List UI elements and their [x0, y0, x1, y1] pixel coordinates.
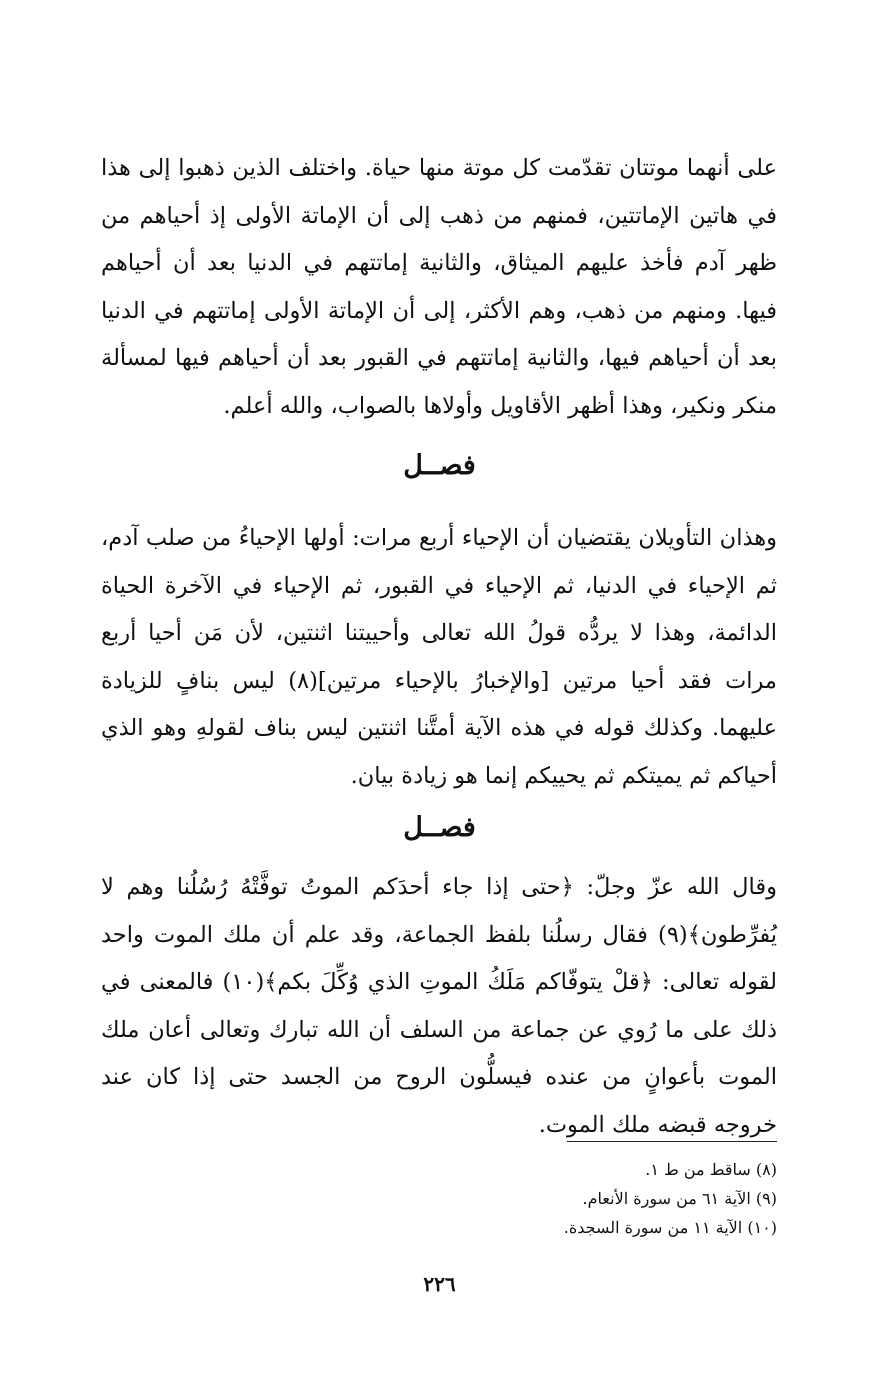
paragraph-3: وقال الله عزّ وجلّ: ﴿حتى إذا جاء أحدَكم الموتُ توفَّتْهُ رُسُلُنا وهم لا يُفرِّطون﴾(٩) فقال رسلُنا بلفظ الجماعة، وقد علم أن ملك الموت واحد لقوله تعالى: ﴿قلْ يتوفّاكم مَلَكُ الموتِ الذي وُكِّلَ بكم﴾(١٠) فالمعنى في ذلك على ما رُوي عن جماعة من السلف أن الله تبارك وتعالى أعان ملك الموت بأعوانٍ من عنده فيسلُّون الروح من الجسد حتى إذا كان عند خروجه قبضه ملك الموت.	[101, 874, 778, 1138]
section-heading-2: فصــل	[403, 812, 476, 843]
footnotes-list	[101, 1155, 777, 1242]
footnote-9: (٩) الآية ٦١ من سورة الأنعام.	[582, 1189, 777, 1208]
section-heading-1: فصــل	[403, 450, 476, 481]
paragraph-1: على أنهما موتتان تقدّمت كل موتة منها حياة. واختلف الذين ذهبوا إلى هذا في هاتين الإماتتين، فمنهم من ذهب إلى أن الإماتة الأولى إذ أحياهم من ظهر آدم فأخذ عليهم الميثاق، والثانية إماتتهم في الدنيا بعد أن أحياهم فيها. ومنهم من ذهب، وهم الأكثر، إلى أن الإماتة الأولى إماتتهم في الدنيا بعد أن أحياهم فيها، والثانية إماتتهم في القبور بعد أن أحياهم فيها لمسألة منكر ونكير، وهذا أظهر الأقاويل وأولاها بالصواب، والله أعلم.	[101, 155, 777, 419]
page-number: ٢٢٦	[423, 1272, 456, 1296]
paragraph-2: وهذان التأويلان يقتضيان أن الإحياء أربع مرات: أولها الإحياءُ من صلب آدم، ثم الإحياء في الدنيا، ثم الإحياء في القبور، ثم الإحياء في الآخرة الحياة الدائمة، وهذا لا يردُّه قولُ الله تعالى وأحييتنا اثنتين، لأن مَن أحيا أربع مرات فقد أحيا مرتين [والإخبارُ بالإحياء مرتين](٨) ليس بنافٍ للزيادة عليهما. وكذلك قوله في هذه الآية أمتَّنا اثنتين ليس بناف لقولهِ وهو الذي أحياكم ثم يميتكم ثم يحييكم إنما هو زيادة بيان.	[101, 525, 777, 789]
footnote-separator	[567, 1141, 777, 1142]
footnote-10: (١٠) الآية ١١ من سورة السجدة.	[563, 1218, 777, 1237]
footnote-8: (٨) ساقط من ط ١.	[645, 1160, 777, 1179]
